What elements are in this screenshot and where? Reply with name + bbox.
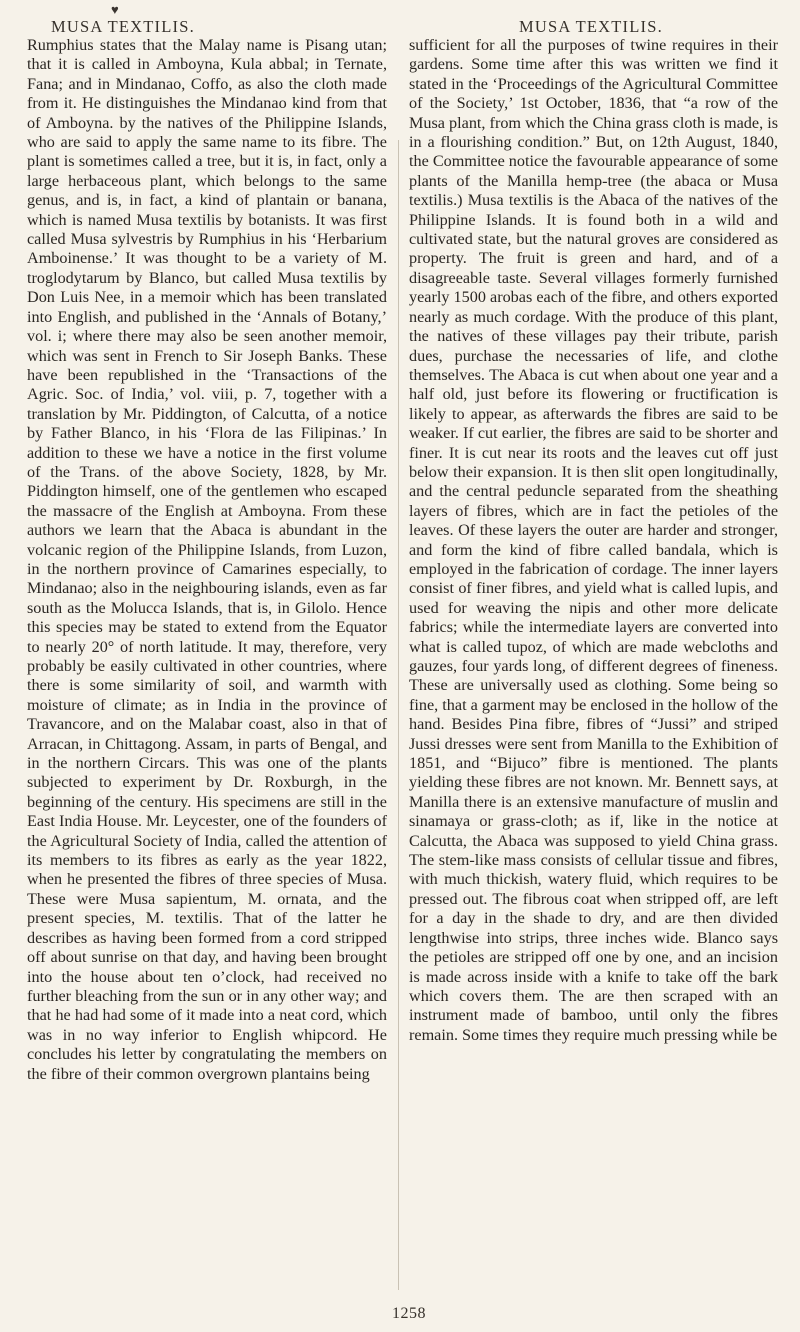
heart-ornament-icon: ♥ xyxy=(111,2,119,17)
left-column-text: Rumphius states that the Malay name is Pisang utan; that it is called in Amboyna, Kula abbal; in Ternate, Fana; and in Mindanao, Coffo, as also the cloth made from it. He distinguishes the Mindanao kind from that of Amboyna. by the natives of the Philippine Islands, who are said to apply the same name to its fibre. The plant is sometimes called a tree, but it is, in fact, only a large herbaceous plant, which belongs to the same genus, and is, in fact, a kind of plantain or banana, which is named Musa textilis by botanists. It was first called Musa sylvestris by Rumphius in his ‘Herbarium Amboinense.’ It was thought to be a variety of M. troglodytarum by Blanco, but called Musa textilis by Don Luis Nee, in a memoir which has been translated into English, and published in the ‘Annals of Botany,’ vol. i; where there may also be seen another memoir, which was sent in French to Sir Joseph Banks. These have been republished in the ‘Transactions of the Agric. Soc. of India,’ vol. viii, p. 7, together with a translation by Mr. Piddington, of Calcutta, of a notice by Father Blanco, in his ‘Flora de las Filipinas.’ In addition to these we have a notice in the first volume of the Trans. of the above Society, 1828, by Mr. Piddington himself, one of the gentlemen who escaped the massacre of the English at Amboyna. From these authors we learn that the Abaca is abundant in the volcanic region of the Philippine Islands, from Luzon, in the northern province of Camarines especially, to Mindanao; also in the neighbouring islands, even as far south as the Molucca Islands, that is, in Gilolo. Hence this species may be stated to extend from the Equator to nearly 20° of north latitude. It may, therefore, very probably be easily cultivated in other countries, where there is some similarity of soil, and warmth with moisture of climate; as in India in the province of Travancore, and on the Malabar coast, also in that of Arracan, in Chittagong. Assam, in parts of Bengal, and in the northern Circars. This was one of the plants subjected to experiment by Dr. Roxburgh, in the beginning of the century. His specimens are still in the East India House. Mr. Leycester, one of the founders of the Agricultural Society of India, called the attention of its members to its fibres as early as the year 1822, when he presented the fibres of three species of Musa. These were Musa sapientum, M. ornata, and the present species, M. textilis. That of the latter he describes as having been formed from a cord stripped off about sunrise on that day, and having been brought into the house about ten o’clock, had received no further bleaching from the sun or in any other way; and that he had had some of it made into a neat cord, which was in no way inferior to English whipcord. He concludes his letter by congratulating the members on the fibre of their common overgrown plantains being xyxy=(27,36,387,1083)
running-head-right: MUSA TEXTILIS. xyxy=(519,17,663,36)
page-number: 1258 xyxy=(392,1305,426,1322)
column-divider xyxy=(398,140,399,1290)
running-head-left: MUSA TEXTILIS. xyxy=(51,17,195,36)
right-column-text: sufficient for all the purposes of twine requires in their gardens. Some time after this was written we find it stated in the ‘Proceedings of the Agricultural Committee of the Society,’ 1st October, 1836, that “a row of the Musa plant, from which the China grass cloth is made, is in a flourishing condition.” But, on 12th August, 1840, the Committee notice the favourable appearance of some plants of the Manilla hemp-tree (the abaca or Musa textilis.) Musa textilis is the Abaca of the natives of the Philippine Islands. It is found both in a wild and cultivated state, but the natural groves are considered as property. The fruit is green and hard, and of a disagreeable taste. Several villages formerly furnished yearly 1500 arobas each of the fibre, and others exported nearly as much cordage. With the produce of this plant, the natives of these villages pay their tribute, parish dues, purchase the necessaries of life, and clothe themselves. The Abaca is cut when about one year and a half old, just before its flowering or fructification is likely to appear, as afterwards the fibres are said to be weaker. If cut earlier, the fibres are said to be shorter and finer. It is cut near its roots and the leaves cut off just below their expansion. It is then slit open longitudinally, and the central peduncle separated from the sheathing layers of fibres, which are in fact the petioles of the leaves. Of these layers the outer are harder and stronger, and form the kind of fibre called bandala, which is employed in the fabrication of cordage. The inner layers consist of finer fibres, and yield what is called lupis, and used for weaving the nipis and other more delicate fabrics; while the intermediate layers are converted into what is called tupoz, of which are made webcloths and gauzes, four yards long, of different degrees of fineness. These are universally used as clothing. Some being so fine, that a garment may be enclosed in the hollow of the hand. Besides Pina fibre, fibres of “Jussi” and striped Jussi dresses were sent from Manilla to the Exhibition of 1851, and “Bijuco” fibre is mentioned. The plants yielding these fibres are not known. Mr. Bennett says, at Manilla there is an extensive manufacture of muslin and sinamaya or grass-cloth; as if, like in the notice at Calcutta, the Abaca was supposed to yield China grass. The stem-like mass consists of cellular tissue and fibres, with much thickish, watery fluid, which requires to be pressed out. The fibrous coat when stripped off, are left for a day in the shade to dry, and are then divided lengthwise into strips, three inches wide. Blanco says the petioles are stripped off one by one, and an incision is made across inside with a knife to take off the bark which covers them. The are then scraped with an instrument made of bamboo, until only the fibres remain. Some times they require much pressing while be xyxy=(409,36,779,1044)
